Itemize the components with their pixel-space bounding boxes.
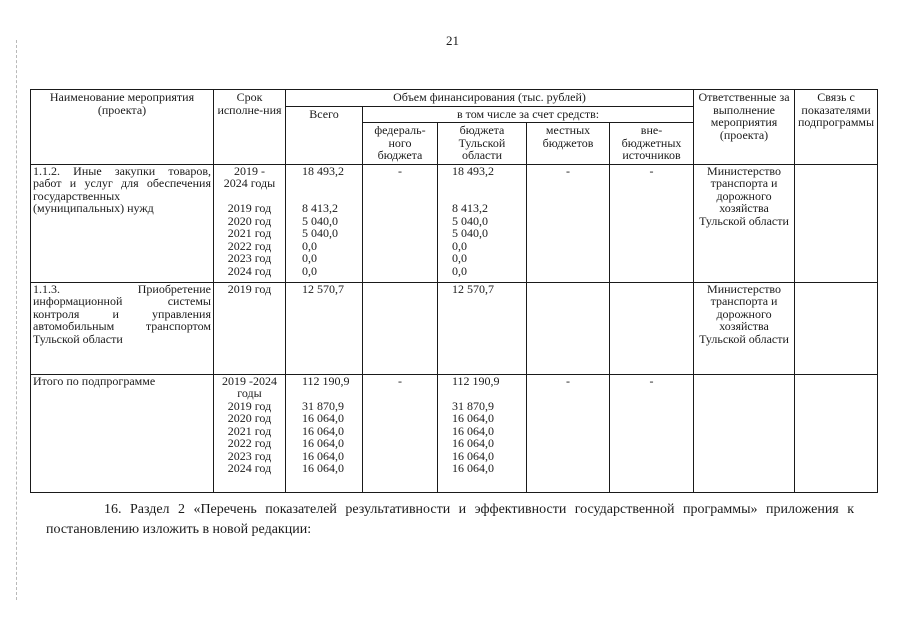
row-tula-line: 16 064,0 [452, 448, 494, 463]
row-responsible [694, 374, 795, 492]
table-row [31, 282, 878, 374]
row-terms-line: 2020 год [227, 411, 272, 425]
row-offbudget: - [610, 164, 694, 282]
row-terms-line: 2022 год [227, 238, 272, 253]
row-totals-line [302, 177, 360, 190]
row-totals-line: 31 870,9 [302, 398, 344, 413]
row-tula-line [452, 177, 524, 190]
row-name: Итого по подпрограмме [31, 374, 214, 492]
header-link: Связь с показателями подпрограммы [795, 90, 878, 165]
page-number: 21 [446, 33, 459, 48]
row-totals-line: 16 064,0 [302, 436, 344, 450]
row-totals-line: 16 064,0 [302, 461, 344, 475]
row-tula-line: 12 570,7 [452, 281, 494, 296]
financing-table [30, 89, 878, 493]
row-tula-line: 0,0 [452, 251, 467, 265]
row-terms-line: 2021 год [227, 226, 272, 240]
row-totals-line: 16 064,0 [302, 411, 344, 425]
body-paragraph: 16. Раздел 2 «Перечень показателей результативности и эффективности государственной программы» приложения к постановлению изложить в новой редакции: [46, 502, 854, 537]
header-term: Срок исполне-ния [214, 90, 286, 165]
row-tula-line: 0,0 [452, 238, 467, 253]
row-tula [438, 374, 527, 492]
row-link [795, 374, 878, 492]
row-offbudget [610, 282, 694, 374]
row-local [527, 282, 610, 374]
row-terms-line: 2023 год [227, 251, 272, 265]
row-tula-line: 16 064,0 [452, 436, 494, 450]
row-terms-line: 2019 год [227, 398, 272, 413]
row-responsible: Министерство транспорта и дорожного хозяйства Тульской области [694, 282, 795, 374]
row-terms-line: 2023 год [227, 448, 272, 463]
row-totals [286, 282, 363, 374]
row-terms-line: годы [237, 386, 262, 400]
row-federal: - [363, 374, 438, 492]
header-funding: Объем финансирования (тыс. рублей) [286, 90, 694, 107]
row-totals-line: 0,0 [302, 251, 317, 265]
row-responsible: Министерство транспорта и дорожного хозяйства Тульской области [694, 164, 795, 282]
row-link [795, 282, 878, 374]
header-offbudget: вне-бюджетных источников [610, 123, 694, 165]
row-federal: - [363, 164, 438, 282]
row-totals-line: 112 190,9 [302, 373, 350, 388]
table-header [31, 90, 878, 165]
row-tula-line: 16 064,0 [452, 423, 494, 438]
row-terms [214, 282, 286, 374]
row-totals-line: 0,0 [302, 238, 317, 253]
row-link [795, 164, 878, 282]
row-totals-line: 18 493,2 [302, 163, 344, 178]
row-totals [286, 164, 363, 282]
row-name: 1.1.2. Иные закупки товаров, работ и услуг для обеспечения государственных (муниципальных) нужд [31, 164, 214, 282]
row-terms-line: 2019 - [234, 163, 265, 178]
table-row [31, 374, 878, 492]
row-terms-line: 2020 год [227, 213, 272, 228]
row-terms [214, 164, 286, 282]
row-totals-line: 12 570,7 [302, 281, 344, 296]
row-terms-line: 2019 год [227, 201, 272, 215]
row-tula-line: 0,0 [452, 263, 467, 278]
row-tula-line [452, 387, 524, 400]
row-terms-line: 2019 год [227, 281, 272, 296]
row-totals-line: 5 040,0 [302, 226, 338, 240]
row-tula [438, 164, 527, 282]
row-terms-line: 2022 год [227, 436, 272, 450]
row-totals-line: 16 064,0 [302, 448, 344, 463]
row-totals-line: 0,0 [302, 263, 317, 278]
row-terms [214, 374, 286, 492]
row-name: 1.1.3. Приобретение информационной системы контроля и управления автомобильным транспортом Тульской области [31, 282, 214, 374]
row-tula-line: 8 413,2 [452, 201, 488, 215]
row-totals-line [302, 387, 360, 400]
margin-binding-line [16, 40, 17, 600]
row-tula-line: 112 190,9 [452, 373, 500, 388]
header-name: Наименование мероприятия (проекта) [31, 90, 214, 165]
row-terms-line: 2021 год [227, 423, 272, 438]
row-terms-line: 2024 годы [223, 176, 276, 190]
header-tula: бюджета Тульской области [438, 123, 527, 165]
row-terms-line: 2024 год [227, 461, 272, 475]
row-local: - [527, 164, 610, 282]
row-totals-line: 8 413,2 [302, 201, 338, 215]
row-tula [438, 282, 527, 374]
row-local: - [527, 374, 610, 492]
row-totals-line: 16 064,0 [302, 423, 344, 438]
row-tula-line: 18 493,2 [452, 163, 494, 178]
table-body [31, 164, 878, 492]
header-incl: в том числе за счет средств: [363, 106, 694, 123]
row-tula-line: 5 040,0 [452, 226, 488, 240]
row-tula-line: 16 064,0 [452, 411, 494, 425]
row-totals [286, 374, 363, 492]
row-tula-line: 5 040,0 [452, 213, 488, 228]
row-tula-line: 16 064,0 [452, 461, 494, 475]
header-federal: федераль-ного бюджета [363, 123, 438, 165]
table-row [31, 164, 878, 282]
row-terms-line: 2024 год [227, 263, 272, 278]
header-responsible: Ответственные за выполнение мероприятия (проекта) [694, 90, 795, 165]
header-local: местных бюджетов [527, 123, 610, 165]
row-federal [363, 282, 438, 374]
row-terms-line: 2019 -2024 [222, 373, 277, 388]
row-offbudget: - [610, 374, 694, 492]
row-totals-line: 5 040,0 [302, 213, 338, 228]
header-total: Всего [286, 106, 363, 164]
row-tula-line: 31 870,9 [452, 398, 494, 413]
